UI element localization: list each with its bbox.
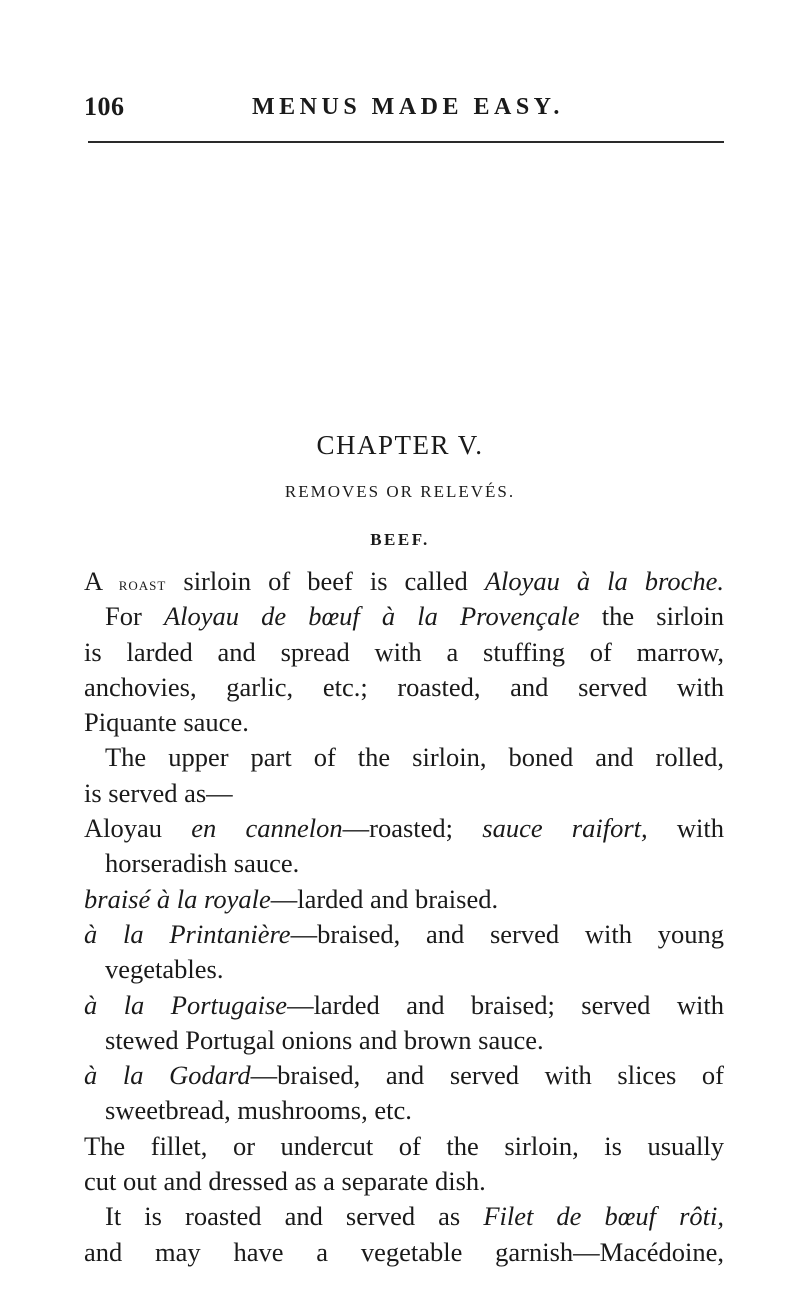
text-line: anchovies, garlic, etc.; roasted, and served with bbox=[84, 671, 724, 702]
text-line bbox=[84, 811, 724, 846]
italic-term: Filet de bœuf rôti, bbox=[483, 1201, 725, 1232]
italic-term: Aloyau de bœuf à la Provençale bbox=[163, 601, 580, 632]
text-run: For bbox=[105, 601, 142, 632]
text-run: —braised, and served with slices of bbox=[250, 1060, 724, 1091]
subsection-heading: BEEF. bbox=[370, 530, 430, 549]
text-line: The upper part of the sirloin, boned and rolled, bbox=[105, 742, 724, 773]
text-line bbox=[84, 1199, 724, 1234]
italic-term: à la Portugaise bbox=[84, 989, 288, 1020]
italic-term: Aloyau à la broche. bbox=[484, 566, 725, 596]
section-heading: REMOVES OR RELEVÉS. bbox=[284, 482, 516, 501]
text-run: sirloin of beef is called bbox=[183, 566, 468, 596]
text-line: is larded and spread with a stuffing of marrow, bbox=[84, 636, 724, 667]
text-line: vegetables. bbox=[105, 954, 224, 985]
text-run: —roasted; bbox=[342, 813, 454, 844]
text-line: stewed Portugal onions and brown sauce. bbox=[105, 1024, 544, 1055]
text-run: —larded and braised; served with bbox=[287, 989, 724, 1020]
header-rule bbox=[88, 141, 724, 143]
text-line: sweetbread, mushrooms, etc. bbox=[105, 1095, 412, 1126]
text-line bbox=[84, 882, 724, 917]
chapter-heading: CHAPTER V. bbox=[316, 430, 484, 460]
text-line: Piquante sauce. bbox=[84, 707, 249, 738]
text-line: cut out and dressed as a separate dish. bbox=[84, 1166, 486, 1197]
text-run: with bbox=[676, 813, 725, 844]
body-text bbox=[84, 564, 724, 1270]
text-line: horseradish sauce. bbox=[105, 848, 300, 879]
text-line bbox=[84, 564, 724, 599]
italic-term: sauce raifort, bbox=[482, 813, 648, 844]
text-line bbox=[84, 917, 724, 952]
text-run: A bbox=[84, 566, 102, 596]
text-run: —braised, and served with young bbox=[290, 918, 724, 949]
text-run: It is roasted and served as bbox=[105, 1201, 461, 1232]
text-run: Aloyau bbox=[84, 813, 163, 844]
running-title: MENUS MADE EASY. bbox=[252, 94, 564, 120]
italic-term: à la Printanière bbox=[84, 918, 291, 949]
text-line bbox=[84, 1058, 724, 1093]
text-run: —larded and braised. bbox=[270, 883, 499, 914]
text-line: The fillet, or undercut of the sirloin, is usually bbox=[84, 1130, 724, 1161]
italic-term: braisé à la royale bbox=[84, 883, 271, 914]
italic-term: à la Godard bbox=[84, 1060, 251, 1091]
page-header bbox=[84, 92, 724, 126]
text-line: is served as— bbox=[84, 777, 233, 808]
text-line bbox=[84, 599, 724, 634]
page-number: 106 bbox=[84, 92, 125, 121]
text-line bbox=[84, 988, 724, 1023]
text-run: the sirloin bbox=[601, 601, 725, 632]
text-line: and may have a vegetable garnish—Macédoine, bbox=[84, 1236, 724, 1267]
italic-term: en cannelon bbox=[191, 813, 343, 844]
small-caps-word: roast bbox=[118, 574, 167, 595]
